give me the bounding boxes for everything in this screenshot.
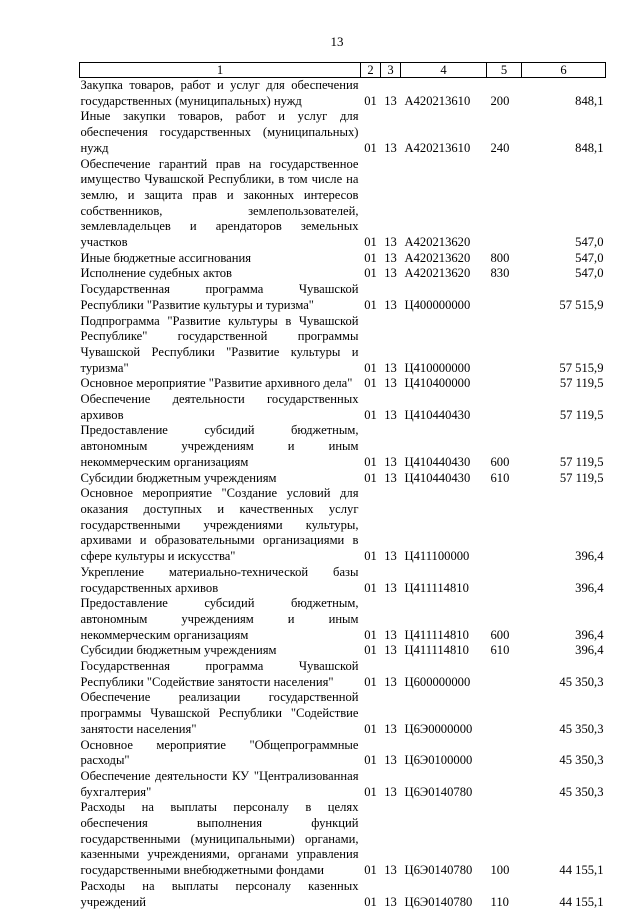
row-target-article: Ц410440430 bbox=[401, 471, 487, 487]
row-section: 01 bbox=[361, 78, 381, 110]
row-expense-type: 600 bbox=[487, 596, 522, 643]
table-row bbox=[80, 282, 606, 313]
row-section: 01 bbox=[361, 738, 381, 769]
row-target-article: Ц400000000 bbox=[401, 282, 487, 313]
row-target-article: Ц411114810 bbox=[401, 643, 487, 659]
row-section: 01 bbox=[361, 392, 381, 423]
header-col-name: 1 bbox=[80, 63, 361, 78]
row-name: Основное мероприятие "Развитие архивного дела" bbox=[80, 376, 361, 392]
row-expense-type bbox=[487, 659, 522, 690]
row-amount: 57 119,5 bbox=[522, 423, 606, 470]
row-expense-type bbox=[487, 157, 522, 251]
table-row bbox=[80, 690, 606, 737]
row-subsection: 13 bbox=[381, 314, 401, 377]
row-section: 01 bbox=[361, 643, 381, 659]
row-target-article: А420213620 bbox=[401, 157, 487, 251]
row-section: 01 bbox=[361, 471, 381, 487]
table-row bbox=[80, 643, 606, 659]
row-target-article: Ц410000000 bbox=[401, 314, 487, 377]
row-amount: 848,1 bbox=[522, 109, 606, 156]
row-amount: 45 350,3 bbox=[522, 690, 606, 737]
row-expense-type bbox=[487, 769, 522, 800]
row-subsection: 13 bbox=[381, 392, 401, 423]
table-row bbox=[80, 659, 606, 690]
row-target-article: А420213610 bbox=[401, 109, 487, 156]
row-subsection: 13 bbox=[381, 266, 401, 282]
table-body bbox=[80, 78, 606, 910]
row-subsection: 13 bbox=[381, 643, 401, 659]
row-name: Обеспечение деятельности государственных архивов bbox=[80, 392, 361, 423]
row-target-article: А420213610 bbox=[401, 78, 487, 110]
header-col-section: 2 bbox=[361, 63, 381, 78]
row-section: 01 bbox=[361, 486, 381, 565]
row-expense-type bbox=[487, 314, 522, 377]
table-row bbox=[80, 109, 606, 156]
table-row bbox=[80, 471, 606, 487]
table-row bbox=[80, 157, 606, 251]
row-amount: 57 119,5 bbox=[522, 471, 606, 487]
row-amount: 547,0 bbox=[522, 266, 606, 282]
row-target-article: Ц411114810 bbox=[401, 565, 487, 596]
row-amount: 396,4 bbox=[522, 486, 606, 565]
row-subsection: 13 bbox=[381, 282, 401, 313]
row-section: 01 bbox=[361, 109, 381, 156]
row-subsection: 13 bbox=[381, 565, 401, 596]
row-amount: 45 350,3 bbox=[522, 659, 606, 690]
row-section: 01 bbox=[361, 690, 381, 737]
row-section: 01 bbox=[361, 879, 381, 910]
row-target-article: А420213620 bbox=[401, 266, 487, 282]
table-row bbox=[80, 596, 606, 643]
row-subsection: 13 bbox=[381, 596, 401, 643]
row-name: Обеспечение гарантий прав на государственное имущество Чувашской Республики, в том числе на землю, и защита прав и законных интересов собственников, землепользователей, землевладельцев и арендаторов земельных участков bbox=[80, 157, 361, 251]
row-expense-type: 600 bbox=[487, 423, 522, 470]
row-expense-type: 100 bbox=[487, 800, 522, 879]
row-subsection: 13 bbox=[381, 157, 401, 251]
row-target-article: Ц6Э0140780 bbox=[401, 800, 487, 879]
row-target-article: Ц6Э0000000 bbox=[401, 690, 487, 737]
row-name: Иные бюджетные ассигнования bbox=[80, 251, 361, 267]
row-section: 01 bbox=[361, 376, 381, 392]
table-row bbox=[80, 769, 606, 800]
table-row bbox=[80, 78, 606, 110]
row-subsection: 13 bbox=[381, 471, 401, 487]
row-subsection: 13 bbox=[381, 109, 401, 156]
header-col-sum: 6 bbox=[522, 63, 606, 78]
row-name: Государственная программа Чувашской Республики "Развитие культуры и туризма" bbox=[80, 282, 361, 313]
row-section: 01 bbox=[361, 769, 381, 800]
row-target-article: Ц6Э0140780 bbox=[401, 769, 487, 800]
row-subsection: 13 bbox=[381, 78, 401, 110]
row-amount: 57 515,9 bbox=[522, 314, 606, 377]
row-section: 01 bbox=[361, 596, 381, 643]
row-section: 01 bbox=[361, 266, 381, 282]
table-row bbox=[80, 392, 606, 423]
header-col-vr: 5 bbox=[487, 63, 522, 78]
table-row bbox=[80, 266, 606, 282]
row-target-article: Ц411114810 bbox=[401, 596, 487, 643]
row-subsection: 13 bbox=[381, 251, 401, 267]
header-col-subsection: 3 bbox=[381, 63, 401, 78]
row-name: Иные закупки товаров, работ и услуг для обеспечения государственных (муниципальных) нужд bbox=[80, 109, 361, 156]
row-amount: 57 119,5 bbox=[522, 392, 606, 423]
row-name: Субсидии бюджетным учреждениям bbox=[80, 471, 361, 487]
row-target-article: Ц410440430 bbox=[401, 392, 487, 423]
table-row bbox=[80, 486, 606, 565]
row-expense-type: 800 bbox=[487, 251, 522, 267]
row-expense-type: 240 bbox=[487, 109, 522, 156]
row-amount: 396,4 bbox=[522, 596, 606, 643]
row-target-article: Ц410400000 bbox=[401, 376, 487, 392]
row-amount: 396,4 bbox=[522, 565, 606, 596]
row-name: Субсидии бюджетным учреждениям bbox=[80, 643, 361, 659]
row-section: 01 bbox=[361, 314, 381, 377]
row-expense-type: 830 bbox=[487, 266, 522, 282]
row-amount: 848,1 bbox=[522, 78, 606, 110]
row-section: 01 bbox=[361, 659, 381, 690]
row-name: Расходы на выплаты персоналу казенных учреждений bbox=[80, 879, 361, 910]
row-target-article: Ц6Э0100000 bbox=[401, 738, 487, 769]
row-amount: 45 350,3 bbox=[522, 769, 606, 800]
row-amount: 547,0 bbox=[522, 251, 606, 267]
row-amount: 57 515,9 bbox=[522, 282, 606, 313]
row-target-article: Ц410440430 bbox=[401, 423, 487, 470]
table-row bbox=[80, 565, 606, 596]
row-section: 01 bbox=[361, 800, 381, 879]
row-section: 01 bbox=[361, 565, 381, 596]
row-expense-type bbox=[487, 282, 522, 313]
row-expense-type: 610 bbox=[487, 471, 522, 487]
row-name: Основное мероприятие "Общепрограммные расходы" bbox=[80, 738, 361, 769]
row-target-article: Ц6Э0140780 bbox=[401, 879, 487, 910]
row-subsection: 13 bbox=[381, 769, 401, 800]
row-name: Обеспечение реализации государственной программы Чувашской Республики "Содействие занятости населения" bbox=[80, 690, 361, 737]
header-col-csr: 4 bbox=[401, 63, 487, 78]
row-name: Основное мероприятие "Создание условий для оказания доступных и качественных услуг государственными учреждениями культуры, архивами и образовательными организациями в сфере культуры и искусства" bbox=[80, 486, 361, 565]
row-subsection: 13 bbox=[381, 800, 401, 879]
row-expense-type: 610 bbox=[487, 643, 522, 659]
row-expense-type bbox=[487, 690, 522, 737]
row-name: Закупка товаров, работ и услуг для обеспечения государственных (муниципальных) нужд bbox=[80, 78, 361, 110]
row-target-article: Ц600000000 bbox=[401, 659, 487, 690]
row-expense-type bbox=[487, 565, 522, 596]
row-expense-type bbox=[487, 486, 522, 565]
table-row bbox=[80, 251, 606, 267]
row-name: Исполнение судебных актов bbox=[80, 266, 361, 282]
row-section: 01 bbox=[361, 157, 381, 251]
row-expense-type bbox=[487, 376, 522, 392]
row-section: 01 bbox=[361, 251, 381, 267]
row-name: Укрепление материально-технической базы государственных архивов bbox=[80, 565, 361, 596]
row-expense-type bbox=[487, 738, 522, 769]
row-section: 01 bbox=[361, 423, 381, 470]
row-subsection: 13 bbox=[381, 879, 401, 910]
row-amount: 57 119,5 bbox=[522, 376, 606, 392]
row-amount: 44 155,1 bbox=[522, 879, 606, 910]
row-name: Обеспечение деятельности КУ "Централизованная бухгалтерия" bbox=[80, 769, 361, 800]
header-row bbox=[80, 63, 606, 78]
budget-table bbox=[79, 62, 606, 910]
row-expense-type: 200 bbox=[487, 78, 522, 110]
row-expense-type: 110 bbox=[487, 879, 522, 910]
table-row bbox=[80, 423, 606, 470]
row-name: Предоставление субсидий бюджетным, автономным учреждениям и иным некоммерческим организациям bbox=[80, 423, 361, 470]
row-name: Подпрограмма "Развитие культуры в Чувашской Республике" государственной программы Чувашской Республики "Развитие культуры и туризма" bbox=[80, 314, 361, 377]
table-row bbox=[80, 314, 606, 377]
table-row bbox=[80, 738, 606, 769]
row-subsection: 13 bbox=[381, 738, 401, 769]
row-name: Государственная программа Чувашской Республики "Содействие занятости населения" bbox=[80, 659, 361, 690]
row-subsection: 13 bbox=[381, 486, 401, 565]
table-row bbox=[80, 800, 606, 879]
row-target-article: А420213620 bbox=[401, 251, 487, 267]
row-amount: 547,0 bbox=[522, 157, 606, 251]
row-target-article: Ц411100000 bbox=[401, 486, 487, 565]
row-amount: 45 350,3 bbox=[522, 738, 606, 769]
row-subsection: 13 bbox=[381, 423, 401, 470]
table-row bbox=[80, 376, 606, 392]
row-amount: 44 155,1 bbox=[522, 800, 606, 879]
row-name: Расходы на выплаты персоналу в целях обеспечения выполнения функций государственными (муниципальными) органами, казенными учреждениями, органами управления государственными внебюджетными фондами bbox=[80, 800, 361, 879]
row-subsection: 13 bbox=[381, 376, 401, 392]
row-subsection: 13 bbox=[381, 659, 401, 690]
row-subsection: 13 bbox=[381, 690, 401, 737]
row-section: 01 bbox=[361, 282, 381, 313]
row-name: Предоставление субсидий бюджетным, автономным учреждениям и иным некоммерческим организациям bbox=[80, 596, 361, 643]
row-expense-type bbox=[487, 392, 522, 423]
row-amount: 396,4 bbox=[522, 643, 606, 659]
table-header bbox=[80, 63, 606, 78]
page-number: 13 bbox=[0, 34, 640, 49]
table-row bbox=[80, 879, 606, 910]
